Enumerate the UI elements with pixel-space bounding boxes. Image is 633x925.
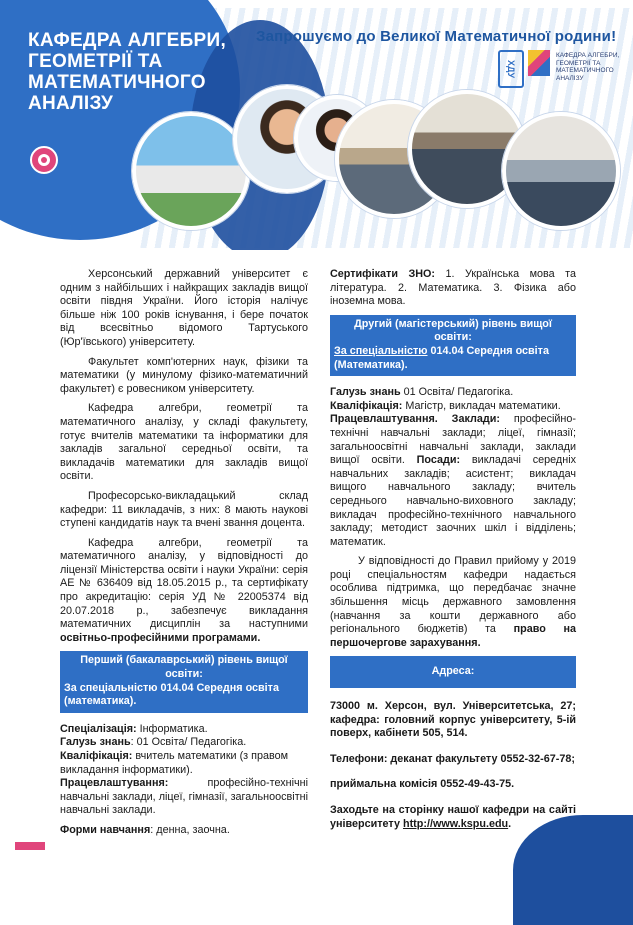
- spiral-logo-icon: [30, 146, 58, 174]
- study-forms: Форми навчання: денна, заочна.: [60, 823, 230, 836]
- left-column: [60, 268, 308, 838]
- pink-accent-bar: [15, 842, 45, 850]
- bachelor-field: Галузь знань: 01 Освіта/ Педагогіка.: [60, 736, 247, 749]
- laboratory-photo: [502, 112, 620, 230]
- master-level-title: Другий (магістерський) рівень вищої освіти:: [354, 317, 552, 344]
- website-invite: Заходьте на сторінку нашої кафедри на сайті університету http://www.kspu.edu.: [330, 804, 576, 830]
- admission-phone: приймальна комісія 0552-49-43-75.: [330, 778, 515, 791]
- bachelor-level-title: Перший (бакалаврський) рівень вищої освіти:: [80, 654, 288, 681]
- bachelor-employment: Працевлаштування: професійно-технічні навчальні заклади, ліцеї, гімназії, загальноосвітні навчальні заклади.: [60, 777, 308, 817]
- bachelor-level-banner: [60, 651, 308, 712]
- master-specialty: За спеціальністю 014.04 Середня освіта (Математика).: [334, 344, 549, 371]
- staff-paragraph: Професорсько-викладацький склад кафедри: 11 викладачів, з них: 8 мають наукові ступені кандидатів наук та вчені звання доцента.: [60, 489, 308, 530]
- intro-paragraph: Херсонський державний університет є одним з найбільших і найкращих закладів вищої освіти півдня України. Його історія налічує більше ніж 100 років існування, і бере початок від всесвітньо відомого Тартуського (Юр'ївського) університету.: [60, 268, 308, 348]
- master-level-banner: [330, 315, 576, 376]
- website-link[interactable]: http://www.kspu.edu: [402, 817, 509, 830]
- department-logo: [498, 50, 618, 88]
- license-paragraph: Кафедра алгебри, геометрії та математичного аналізу, у відповідності до ліцензії Міністерства освіти і науки України: серія АЕ № 636409 від 18.05.2015 р., та сертифікату про акредитацію: серія УД № 22005374 від 20.07.2018 р., забезпечує викладання математичних дисциплін за наступними освітньо-професійними програмами.: [60, 536, 308, 644]
- bottom-right-decoration: [513, 815, 633, 925]
- header-banner: [0, 0, 633, 250]
- address-banner: Адреса:: [330, 656, 576, 688]
- bachelor-qualification: Кваліфікація: вчитель математики (з правом викладання інформатики).: [60, 750, 289, 776]
- master-employment: Працевлаштування. Заклади: професійно-технічні навчальні заклади; ліцеї, гімназії; загальноосвітні навчальні заклади, заклади вищої освіти. Посади: викладачі середніх навчальних закладів; асистент; викладач вищого навчального закладу; вчитель середнього навчально-виховного закладу; викладач професійно-технічного навчального закладу; методист заочних шкіл і відділень; математик.: [330, 413, 576, 548]
- university-mark-icon: ХДУ: [498, 50, 524, 88]
- department-title: КАФЕДРА АЛГЕБРИ, ГЕОМЕТРІЇ ТА МАТЕМАТИЧНОГО АНАЛІЗУ: [28, 30, 227, 114]
- admission-rules: У відповідності до Правил прийому у 2019 році спеціальностям кафедри надається особлива підтримка, що передбачає значне збільшення місць державного замовлення (навчання за кошти державного або регіонального бюджетів) та право на першочергове зарахування.: [330, 555, 576, 649]
- bachelor-specialty: За спеціальністю 014.04 Середня освіта (математика).: [64, 681, 279, 708]
- right-column: [330, 268, 576, 837]
- department-emblem-icon: [528, 50, 550, 76]
- campus-building-photo: [132, 112, 250, 230]
- invitation-slogan: Запрошуємо до Великої Математичної родини!: [256, 28, 617, 45]
- faculty-paragraph: Факультет комп'ютерних наук, фізики та математики (у минулому фізико-математичний факультет) є ровесником університету.: [60, 355, 308, 395]
- department-paragraph: Кафедра алгебри, геометрії та математичного аналізу, у складі факультету, готує вчителів математики та інформатики для закладів загальної середньої освіти, та викладачів математики для закладів вищої освіти.: [60, 402, 308, 483]
- zno-certificates: Сертифікати ЗНО: 1. Українська мова та література. 2. Математика. 3. Фізика або іноземна мова.: [330, 268, 577, 308]
- faculty-phone: Телефони: деканат факультету 0552-32-67-78;: [330, 752, 575, 765]
- bachelor-specialization: Спеціалізація: Інформатика.: [60, 722, 208, 735]
- master-qualification: Кваліфікація: Магістр, викладач математики.: [330, 399, 561, 412]
- address-text: 73000 м. Херсон, вул. Університетська, 27; кафедра: головний корпус університету, 5-ій поверх, кабінети 505, 514.: [330, 700, 576, 740]
- master-field: Галузь знань 01 Освіта/ Педагогіка.: [330, 386, 514, 399]
- logo-caption: КАФЕДРА АЛГЕБРИ, ГЕОМЕТРІЇ ТА МАТЕМАТИЧНОГО АНАЛІЗУ: [556, 52, 620, 82]
